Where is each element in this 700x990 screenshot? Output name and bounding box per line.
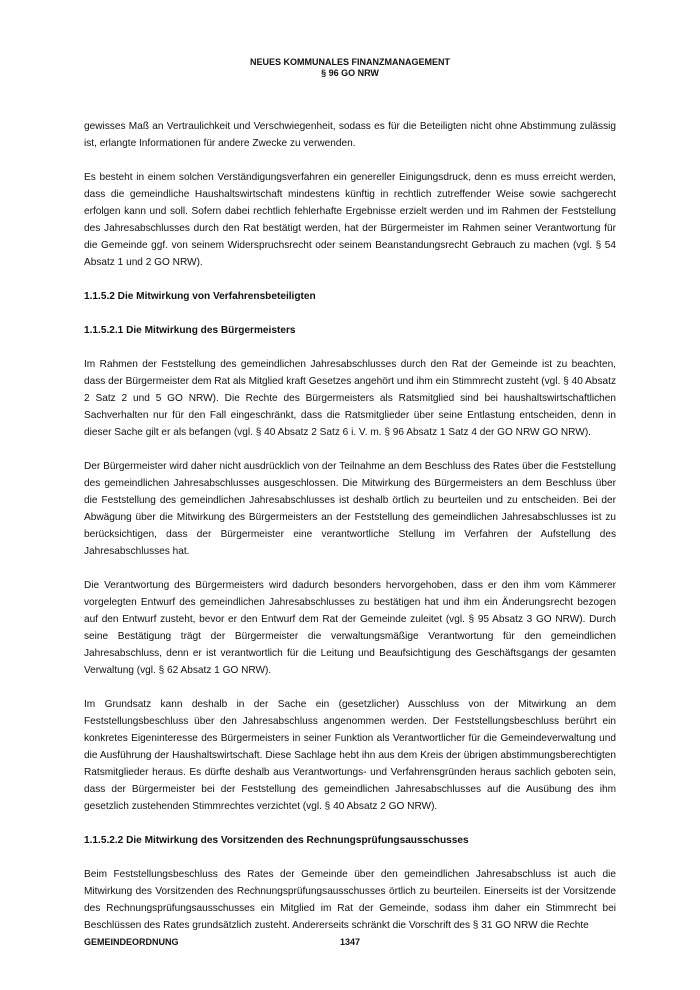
paragraph-rpa: Beim Feststellungsbeschluss des Rates der Gemeinde über den gemeindlichen Jahresabschluss ist auch die Mitwirkung des Vorsitzenden des Rechnungsprüfungsausschusses örtlich zu beurteilen. Einerseits ist der Vorsitzende des Rechnungsprüfungsausschusses ein Mitglied im Rat der Gemeinde, sodass ihm daher ein Stimmrecht bei Beschlüssen des Rates grundsätzlich zusteht. Andererseits schränkt die Vorschrift des § 31 GO NRW die Rechte xyxy=(84,869,616,931)
header-title: NEUES KOMMUNALES FINANZMANAGEMENT xyxy=(250,57,450,67)
paragraph-verantwortung: Die Verantwortung des Bürgermeisters wird dadurch besonders hervorgehoben, dass er den ihm vom Kämmerer vorgelegten Entwurf des gemeindlichen Jahresabschlusses zu bestätigen hat und ihm ein Änderungsrecht bezogen auf den Entwurf zusteht, bevor er den Entwurf dem Rat der Gemeinde zuleitet (vgl. § 95 Absatz 3 GO NRW). Durch seine Bestätigung trägt der Bürgermeister die verwaltungsmäßige Verantwortung für den gemeindlichen Jahresabschluss, denn er ist verantwortlich für die Leitung und Beaufsichtigung des Geschäftsgangs der gesamten Verwaltung (vgl. § 62 Absatz 1 GO NRW). xyxy=(84,580,616,676)
paragraph-ausschluss: Im Grundsatz kann deshalb in der Sache ein (gesetzlicher) Ausschluss von der Mitwirkung an dem Feststellungsbeschluss über den Jahresabschluss angenommen werden. Der Feststellungsbeschluss berührt ein konkretes Eigeninteresse des Bürgermeisters in seiner Funktion als Verantwortlicher für die Gemeindeverwaltung und die Ausführung der Haushaltswirtschaft. Diese Sachlage hebt ihn aus dem Kreis der übrigen abstimmungsberechtigten Ratsmitglieder heraus. Es dürfte deshalb aus Verantwortungs- und Verfahrensgründen heraus sachlich geboten sein, dass der Bürgermeister bei der Feststellung des gemeindlichen Jahresabschlusses auf die Ausübung des ihm gesetzlich zustehenden Stimmrechtes verzichtet (vgl. § 40 Absatz 2 GO NRW). xyxy=(84,699,616,812)
paragraph-teilnahme: Der Bürgermeister wird daher nicht ausdrücklich von der Teilnahme an dem Beschluss des Rates über die Feststellung des gemeindlichen Jahresabschlusses ausgeschlossen. Die Mitwirkung des Bürgermeisters an dem Beschluss über die Feststellung des gemeindlichen Jahresabschlusses ist deshalb örtlich zu beurteilen und zu entscheiden. Bei der Abwägung über die Mitwirkung des Bürgermeisters an der Feststellung des gemeindlichen Jahresabschlusses ist zu berücksichtigen, dass der Bürgermeister eine verantwortliche Stellung im Verfahren der Aufstellung des Jahresabschlusses hat. xyxy=(84,461,616,557)
page-body xyxy=(84,118,616,951)
header-section: § 96 GO NRW xyxy=(321,68,379,78)
section-heading: 1.1.5.2 Die Mitwirkung von Verfahrensbeteiligten xyxy=(84,291,316,302)
subsection-heading-rpa-vorsitz: 1.1.5.2.2 Die Mitwirkung des Vorsitzenden des Rechnungsprüfungsausschusses xyxy=(84,835,469,846)
subsection-heading-buergermeister: 1.1.5.2.1 Die Mitwirkung des Bürgermeisters xyxy=(84,325,296,336)
paragraph-stimmrecht: Im Rahmen der Feststellung des gemeindlichen Jahresabschlusses durch den Rat der Gemeinde ist zu beachten, dass der Bürgermeister dem Rat als Mitglied kraft Gesetzes angehört und ihm ein Stimmrecht zusteht (vgl. § 40 Absatz 2 Satz 2 und 5 GO NRW). Die Rechte des Bürgermeisters als Ratsmitglied sind bei haushaltswirtschaftlichen Sachverhalten nur für den Fall eingeschränkt, dass die Ratsmitglieder über seine Entlastung entscheiden, denn in dieser Sache gilt er als befangen (vgl. § 40 Absatz 2 Satz 6 i. V. m. § 96 Absatz 1 Satz 4 der GO NRW GO NRW). xyxy=(84,359,616,438)
paragraph-verstaendigung: Es besteht in einem solchen Verständigungsverfahren ein genereller Einigungsdruck, denn es muss erreicht werden, dass die gemeindliche Haushaltswirtschaft mindestens künftig in rechtlich zutreffender Weise sowie sachgerecht erfolgen kann und soll. Sofern dabei rechtlich fehlerhafte Ergebnisse erzielt werden und im Rahmen der Feststellung des Jahresabschlusses durch den Rat bestätigt werden, hat der Bürgermeister im Rahmen seiner Verantwortung für die Gemeinde ggf. von seinem Widerspruchsrecht oder seinem Beanstandungsrecht Gebrauch zu machen (vgl. § 54 Absatz 1 und 2 GO NRW). xyxy=(84,172,616,268)
paragraph-continued: gewisses Maß an Vertraulichkeit und Verschwiegenheit, sodass es für die Beteiligten nicht ohne Abstimmung zulässig ist, erlangte Informationen für andere Zwecke zu verwenden. xyxy=(84,121,616,149)
footer-title: GEMEINDEORDNUNG xyxy=(84,937,179,947)
page-header xyxy=(0,57,700,79)
page-number: 1347 xyxy=(340,937,361,947)
